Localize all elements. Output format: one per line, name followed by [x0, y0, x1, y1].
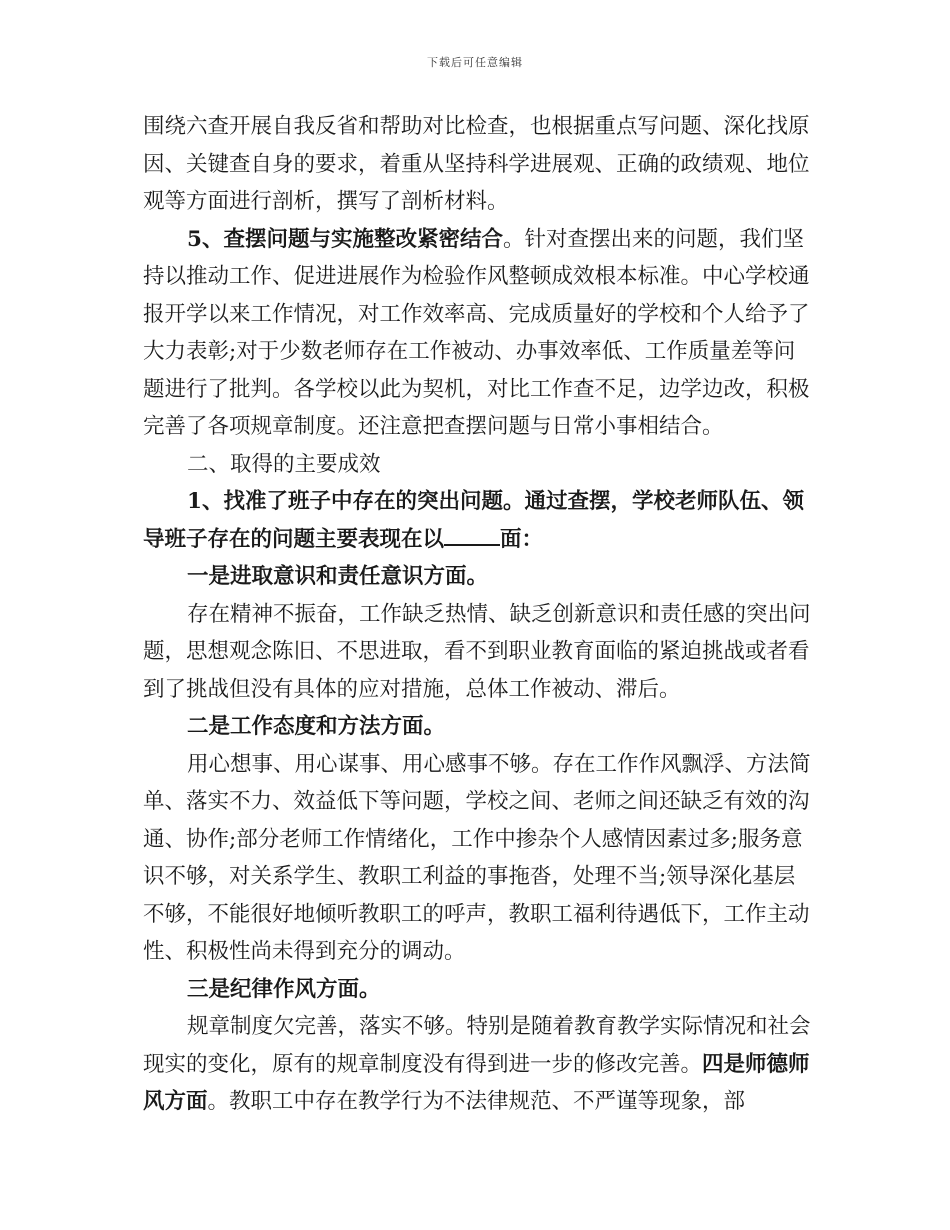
paragraph-2-text: 。针对查摆出来的问题，我们坚持以推动工作、促进进展作为检验作风整顿成效根本标准。中心学校通报开学以来工作情况，对工作效率高、完成质量好的学校和个人给予了大力表彰;对于少数老师存在工作被动、办事效率低、工作质量差等问题进行了批判。各学校以此为契机，对比工作查不足，边学边改，积极完善了各项规章制度。还注意把查摆问题与日常小事相结合。: [143, 226, 810, 439]
paragraph-3: [143, 483, 813, 558]
paragraph-3-text-a: 1、找准了班子中存在的突出问题。通过查摆，学校老师队伍、领导班子存在的问题主要表现在以: [143, 489, 804, 552]
section-heading-2: 二、取得的主要成效: [187, 451, 381, 477]
paragraph-5: 用心想事、用心谋事、用心感事不够。存在工作作风飘浮、方法简单、落实不力、效益低下等问题，学校之间、老师之间还缺乏有效的沟通、协作;部分老师工作情绪化，工作中掺杂个人感情因素过多;服务意识不够，对关系学生、教职工利益的事拖沓，处理不当;领导深化基层不够，不能很好地倾听教职工的呼声，教职工福利待遇低下，工作主动性、积极性尚未得到充分的调动。: [143, 751, 811, 964]
paragraph-6-text-a: 规章制度欠完善，落实不够。特别是随着教育教学实际情况和社会现实的变化，原有的规章制度没有得到进一步的修改完善。: [143, 1014, 811, 1077]
subheading-b: 二是工作态度和方法方面。: [187, 714, 446, 739]
paragraph-2: [143, 221, 813, 446]
paragraph-6-text-c: 。教职工中存在教学行为不法律规范、不严谨等现象，部: [207, 1089, 746, 1114]
paragraph-2-heading: 5、查摆问题与实施整改紧密结合: [187, 226, 503, 252]
document-body: [143, 108, 813, 1121]
blank-underline: [444, 522, 500, 546]
paragraph-1: 围绕六查开展自我反省和帮助对比检查，也根据重点写问题、深化找原因、关键查自身的要求，着重从坚持科学进展观、正确的政绩观、地位观等方面进行剖析，撰写了剖析材料。: [143, 114, 810, 214]
paragraph-6: [143, 1008, 813, 1121]
paragraph-3-text-b: 面：: [500, 526, 544, 552]
subheading-c: 三是纪律作风方面。: [187, 976, 381, 1002]
paragraph-4: 存在精神不振奋，工作缺乏热情、缺乏创新意识和责任感的突出问题，思想观念陈旧、不思进取，看不到职业教育面临的紧迫挑战或者看到了挑战但没有具体的应对措施，总体工作被动、滞后。: [143, 601, 811, 702]
subheading-a: 一是进取意识和责任意识方面。: [187, 564, 489, 589]
paragraph-6-heading: 四是师德师风方面: [143, 1051, 810, 1114]
page-header: 下载后可任意编辑: [427, 56, 523, 69]
